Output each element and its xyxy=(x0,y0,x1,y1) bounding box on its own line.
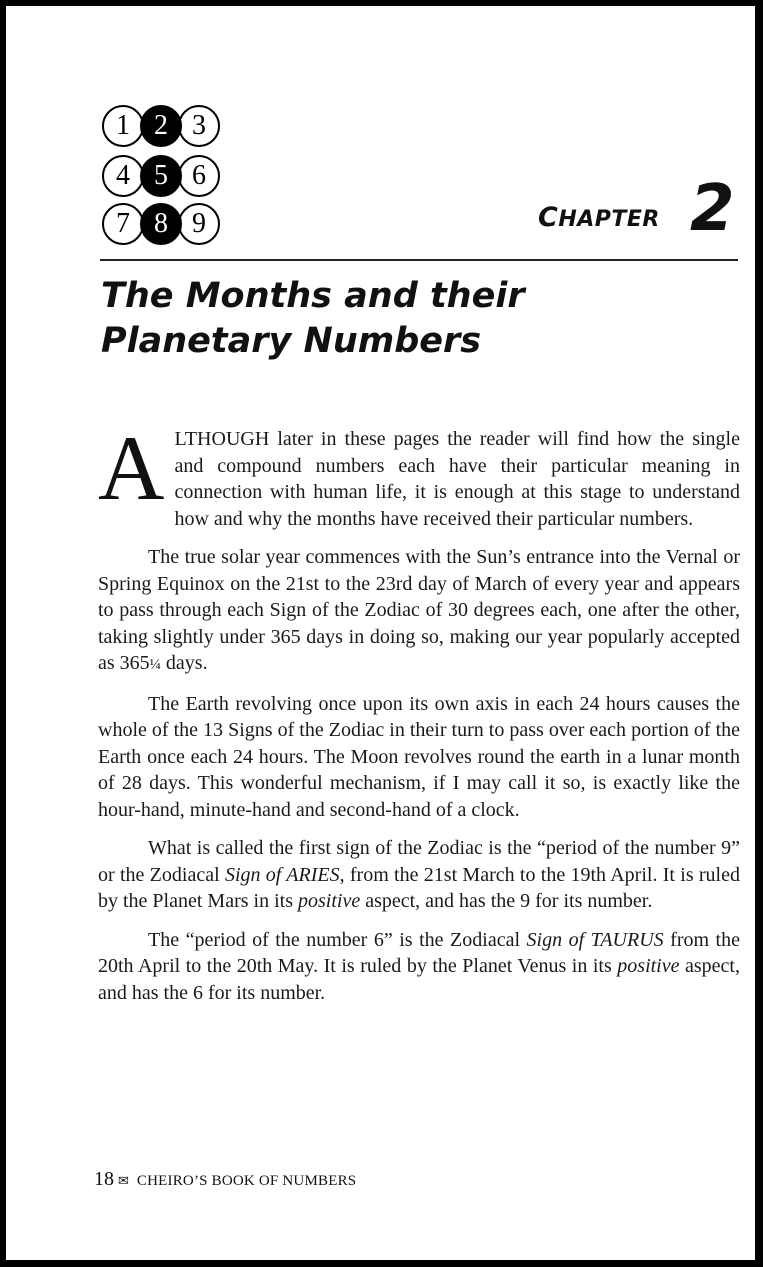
paragraph-4-e: aspect, and has the 9 for its number. xyxy=(360,890,653,912)
paragraph-3 xyxy=(98,691,740,824)
chapter-title-line-2: Planetary Numbers xyxy=(101,321,482,361)
paragraph-4-sign: Sign of ARIES xyxy=(224,863,340,886)
grid-number-9: 9 xyxy=(178,203,220,245)
paragraph-2-text: The true solar year commences with the Sun’s entrance into the Vernal or Spring Equinox on the 21st to the 23rd day of March of every year and appears to pass through each Sign of the Zodiac of 30 degrees each, one after the other, taking slightly under 365 days in doing so, making our year popularly accepted as 365 xyxy=(98,546,740,674)
paragraph-4 xyxy=(98,835,740,915)
grid-number-6: 6 xyxy=(178,155,220,197)
book-title: CHEIRO’S BOOK OF NUMBERS xyxy=(136,1173,357,1189)
envelope-icon: ✉ xyxy=(118,1174,129,1189)
grid-number-4: 4 xyxy=(102,155,144,197)
grid-number-7: 7 xyxy=(102,203,144,245)
chapter-label-rest: HAPTER xyxy=(558,207,660,232)
paragraph-1-text: LTHOUGH later in these pages the reader will find how the single and compound numbers each have their particular meaning in connection with human life, it is enough at this stage to understand how and why the months have received their particular numbers. xyxy=(174,428,740,530)
grid-number-2: 2 xyxy=(140,105,182,147)
body-text xyxy=(98,417,740,1018)
chapter-number: 2 xyxy=(690,172,735,246)
paragraph-5-e: aspect, and has the 6 for its number. xyxy=(98,955,740,1004)
header-rule xyxy=(100,259,738,261)
paragraph-1 xyxy=(98,417,740,532)
paragraph-5-sign: Sign of TAURUS xyxy=(526,928,664,951)
grid-number-1: 1 xyxy=(102,105,144,147)
chapter-label xyxy=(538,202,660,233)
chapter-label-cap: C xyxy=(538,202,559,233)
paragraph-4-positive: positive xyxy=(297,890,361,912)
paragraph-5-positive: positive xyxy=(617,955,680,977)
page-footer xyxy=(94,1168,356,1191)
page-number: 18 xyxy=(94,1168,114,1190)
grid-number-3: 3 xyxy=(178,105,220,147)
chapter-title xyxy=(101,274,721,364)
grid-number-8: 8 xyxy=(140,203,182,245)
book-page xyxy=(6,6,755,1260)
paragraph-5 xyxy=(98,927,740,1007)
paragraph-2 xyxy=(98,544,740,679)
drop-cap: A xyxy=(98,417,165,519)
grid-number-5: 5 xyxy=(140,155,182,197)
fraction: ¼ xyxy=(149,657,161,673)
paragraph-5-c: from the 20th April to the 20th May. It is ruled by the Planet Venus in its xyxy=(98,928,740,977)
paragraph-2-tail: days. xyxy=(160,652,208,674)
paragraph-4-a: What is called the first sign of the Zodiac is the “period of the number 9” or the Zodiacal xyxy=(98,837,740,886)
paragraph-3-text: The Earth revolving once upon its own axis in each 24 hours causes the whole of the 13 Signs of the Zodiac in their turn to pass over each portion of the Earth once each 24 hours. The Moon revolves round the earth in a lunar month of 28 days. This wonderful mechanism, if I may call it so, is exactly like the hour-hand, minute-hand and second-hand of a clock. xyxy=(98,692,740,821)
chapter-title-line-1: The Months and their xyxy=(101,276,525,316)
paragraph-5-a: The “period of the number 6” is the Zodiacal xyxy=(148,928,527,951)
paragraph-4-c: , from the 21st March to the 19th April. It is ruled by the Planet Mars in its xyxy=(98,863,740,912)
